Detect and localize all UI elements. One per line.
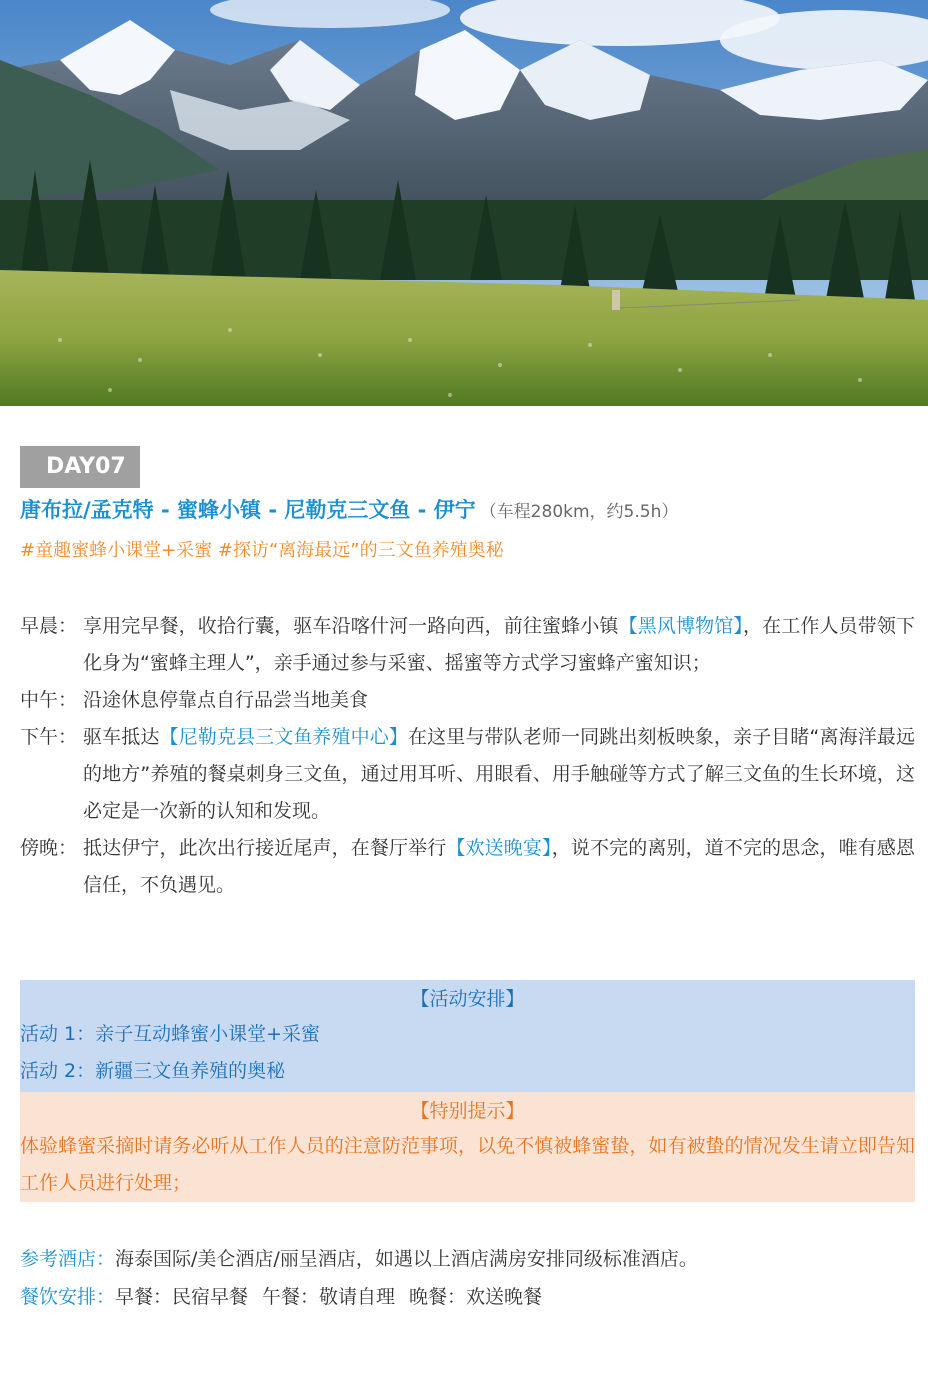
schedule-text bbox=[83, 719, 915, 830]
schedule-item-afternoon bbox=[20, 719, 915, 830]
activity-item: 活动 1：亲子互动蜂蜜小课堂+采蜜 bbox=[20, 1023, 321, 1045]
route-title-text: 唐布拉/孟克特 - 蜜蜂小镇 - 尼勒克三文鱼 - 伊宁 bbox=[20, 498, 476, 522]
schedule-list bbox=[20, 608, 915, 904]
schedule-text-part: 抵达伊宁，此次出行接近尾声，在餐厅举行 bbox=[83, 837, 447, 859]
activity-title: 【活动安排】 bbox=[410, 988, 525, 1010]
route-tags: #童趣蜜蜂小课堂+采蜜 #探访“离海最远”的三文鱼养殖奥秘 bbox=[20, 540, 504, 561]
schedule-highlight: 【黑风博物馆】 bbox=[618, 615, 743, 637]
hotel-value: 海泰国际/美仑酒店/丽呈酒店，如遇以上酒店满房安排同级标准酒店。 bbox=[115, 1248, 698, 1270]
meal-lunch: 午餐：敬请自理 bbox=[262, 1286, 396, 1308]
notice-text: 体验蜂蜜采摘时请务必听从工作人员的注意防范事项，以免不慎被蜂蜜蛰，如有被蛰的情况发生请立即告知工作人员进行处理； bbox=[20, 1135, 915, 1194]
day-badge: DAY07 bbox=[20, 446, 140, 488]
mountain-landscape-image bbox=[0, 0, 928, 406]
schedule-text bbox=[83, 682, 915, 719]
route-title bbox=[20, 494, 678, 528]
info-section bbox=[20, 1240, 915, 1316]
activity-item: 活动 2：新疆三文鱼养殖的奥秘 bbox=[20, 1060, 286, 1082]
notice-box bbox=[20, 1092, 915, 1202]
schedule-text bbox=[83, 830, 915, 904]
schedule-item-evening bbox=[20, 830, 915, 904]
activity-box bbox=[20, 980, 915, 1092]
meals-row bbox=[20, 1278, 915, 1316]
meals-label: 餐饮安排： bbox=[20, 1286, 116, 1308]
route-drive-note: （车程280km，约5.5h） bbox=[479, 502, 679, 522]
notice-title: 【特别提示】 bbox=[410, 1100, 525, 1122]
schedule-highlight: 【欢送晚宴】 bbox=[446, 837, 552, 859]
schedule-text-part: 驱车抵达 bbox=[83, 726, 160, 748]
hotel-row bbox=[20, 1240, 915, 1278]
schedule-item-noon bbox=[20, 682, 915, 719]
schedule-label: 早晨： bbox=[20, 615, 78, 637]
schedule-label: 中午： bbox=[20, 689, 78, 711]
schedule-label: 下午： bbox=[20, 726, 78, 748]
hero-photo bbox=[0, 0, 928, 406]
schedule-text bbox=[83, 608, 915, 682]
schedule-text-part: ，在工作人员带领下化身为“蜜蜂主理人”，亲手通过参与采蜜、摇蜜等方式学习蜜蜂产蜜知识； bbox=[83, 615, 915, 674]
schedule-highlight: 【尼勒克县三文鱼养殖中心】 bbox=[159, 726, 409, 748]
meal-breakfast: 早餐：民宿早餐 bbox=[115, 1286, 249, 1308]
hotel-label: 参考酒店： bbox=[20, 1248, 116, 1270]
schedule-item-morning bbox=[20, 608, 915, 682]
schedule-text-part: 沿途休息停靠点自行品尝当地美食 bbox=[83, 689, 369, 711]
schedule-text-part: 享用完早餐，收拾行囊，驱车沿喀什河一路向西，前往蜜蜂小镇 bbox=[83, 615, 619, 637]
schedule-text-part: 在这里与带队老师一同跳出刻板映象，亲子目睹“离海洋最远的地方”养殖的餐桌刺身三文鱼，通过用耳听、用眼看、用手触碰等方式了解三文鱼的生长环境，这必定是一次新的认知和发现。 bbox=[83, 726, 915, 822]
schedule-label: 傍晚： bbox=[20, 837, 78, 859]
meal-dinner: 晚餐：欢送晚餐 bbox=[409, 1286, 543, 1308]
schedule-text-part: ，说不完的离别，道不完的思念，唯有感恩信任，不负遇见。 bbox=[83, 837, 915, 896]
